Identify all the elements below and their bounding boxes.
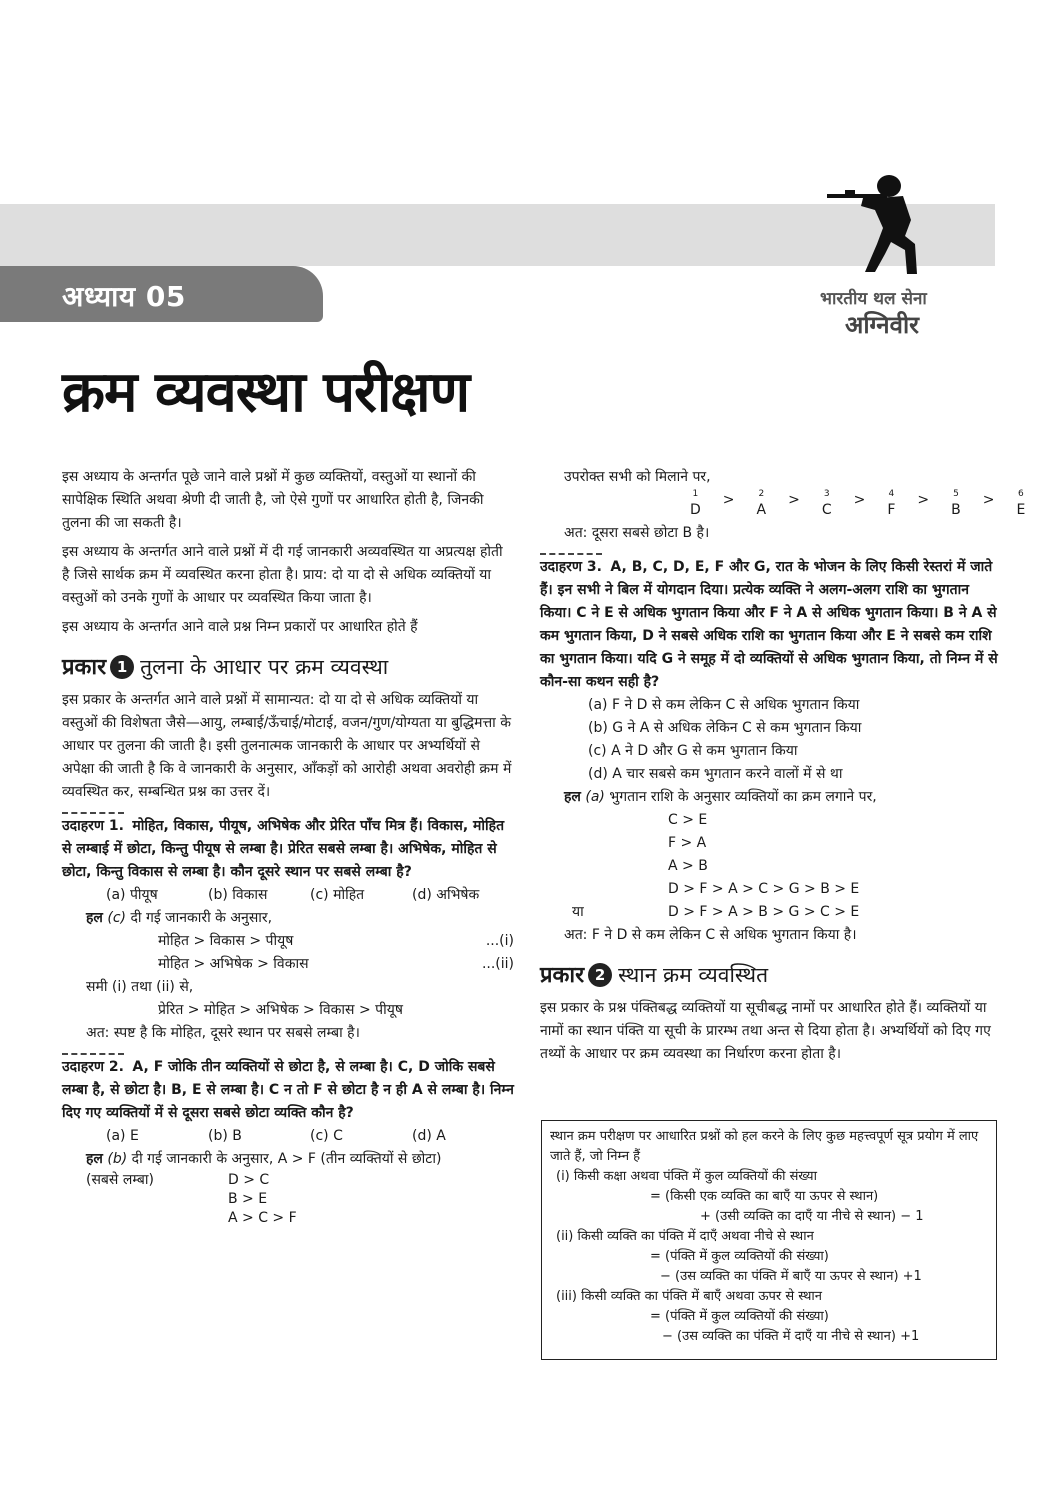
- tallest-note: (सबसे लम्बा): [86, 1172, 154, 1188]
- solution-label: हल: [564, 789, 581, 805]
- option-c: (c) A ने D और G से कम भुगतान किया: [588, 743, 798, 759]
- relation-line: A > C > F: [228, 1210, 297, 1226]
- type-title: स्थान क्रम व्यवस्थित: [618, 962, 769, 987]
- example-options: [540, 694, 1000, 786]
- rank-item: 6 E: [1016, 489, 1026, 518]
- type-word: प्रकार: [62, 654, 107, 680]
- relation-line: B > E: [228, 1191, 268, 1207]
- solution-label: हल: [86, 1151, 103, 1167]
- order-line: F > A: [668, 835, 707, 851]
- type-word: प्रकार: [540, 962, 585, 988]
- example-question: मोहित, विकास, पीयूष, अभिषेक और प्रेरित पाँच मित्र हैं। विकास, मोहित से लम्बाई में छोटा, किन्तु पीयूष से लम्बा है। प्रेरित सबसे लम्बा है। अभिषेक, मोहित से छोटा, किन्तु विकास से लम्बा है। कौन दूसरे स्थान पर सबसे लम्बा है?: [62, 818, 505, 880]
- formula-iii-line3: − (उस व्यक्ति का पंक्ति में दाएँ या नीचे से स्थान) +1: [662, 1329, 920, 1344]
- order-line: A > B: [668, 858, 708, 874]
- formula-ii-line1: (ii) किसी व्यक्ति का पंक्ति में दाएँ अथवा नीचे से स्थान: [556, 1229, 814, 1244]
- type1-heading: [62, 655, 514, 679]
- type2-description: इस प्रकार के प्रश्न पंक्तिबद्ध व्यक्तियों या सूचीबद्ध नामों पर आधारित होते हैं। व्यक्तियों या नामों का स्थान पंक्ति या सूची के प्रारम्भ तथा अन्त से दिया होता है। अभ्यर्थियों को दिए गए तथ्यों के आधार पर क्रम व्यवस्था का निर्धारण करना होता है।: [540, 1000, 991, 1062]
- chain-2: मोहित > अभिषेक > विकास: [158, 956, 309, 972]
- conclusion-text: अत: दूसरा सबसे छोटा B है।: [564, 525, 710, 541]
- rank-item: 3 C: [821, 489, 832, 518]
- conclusion-text: अत: F ने D से कम लेकिन C से अधिक भुगतान किया है।: [564, 927, 857, 943]
- box-intro: स्थान क्रम परीक्षण पर आधारित प्रश्नों को हल करने के लिए कुछ महत्त्वपूर्ण सूत्र प्रयोग में लाए जाते हैं, जो निम्न हैं: [550, 1129, 979, 1164]
- page-title: क्रम व्यवस्था परीक्षण: [62, 360, 470, 425]
- formula-ii-line3: − (उस व्यक्ति का पंक्ति में बाएँ या ऊपर से स्थान) +1: [660, 1269, 922, 1284]
- solution-intro: भुगतान राशि के अनुसार व्यक्तियों का क्रम लगाने पर,: [609, 789, 877, 805]
- example-3: [540, 553, 1000, 947]
- intro-paragraph-3: इस अध्याय के अन्तर्गत आने वाले प्रश्न निम्न प्रकारों पर आधारित होते हैं: [62, 619, 418, 635]
- example-question: A, B, C, D, E, F और G, रात के भोजन के लिए किसी रेस्तरां में जाते हैं। इन सभी ने बिल में योगदान दिया। प्रत्येक व्यक्ति ने अलग-अलग राशि का भुगतान किया। C ने E से अधिक भुगतान किया और F ने A से अधिक भुगतान किया। B ने A से कम भुगतान किया, D ने सबसे अधिक राशि का भुगतान किया और E ने सबसे कम राशि का भुगतान किया। यदि G ने समूह में दो व्यक्तियों से अधिक भुगतान किया, तो निम्न में से कौन-सा कथन सही है?: [540, 559, 998, 690]
- formula-i-line3: + (उसी व्यक्ति का दाएँ या नीचे से स्थान) − 1: [700, 1209, 924, 1224]
- option-b: (b) B: [208, 1128, 242, 1144]
- formula-box: [541, 1120, 997, 1360]
- example-label: उदाहरण 3.: [540, 553, 602, 579]
- formula-i-line2: = (किसी एक व्यक्ति का बाएँ या ऊपर से स्थान): [650, 1189, 879, 1204]
- soldier-icon: [825, 170, 935, 278]
- left-column: [62, 466, 514, 1228]
- type-number-badge: 2: [588, 963, 612, 987]
- example-options: [62, 1125, 514, 1148]
- rank-sep: >: [917, 492, 930, 508]
- formula-i-line1: (i) किसी कक्षा अथवा पंक्ति में कुल व्यक्तियों की संख्या: [556, 1169, 817, 1184]
- order-line: D > F > A > C > G > B > E: [668, 881, 860, 897]
- intro-paragraph-2: इस अध्याय के अन्तर्गत आने वाले प्रश्नों में दी गई जानकारी अव्यवस्थित या अप्रत्यक्ष होती है जिसे सार्थक क्रम में व्यवस्थित करना होता है। प्राय: दो या दो से अधिक व्यक्तियों या वस्तुओं को उनके गुणों के आधार पर व्यवस्थित किया जाता है।: [62, 544, 503, 606]
- example-options: [62, 884, 514, 907]
- option-c: (c) मोहित: [310, 887, 365, 903]
- intro-paragraph-1: इस अध्याय के अन्तर्गत पूछे जाने वाले प्रश्नों में कुछ व्यक्तियों, वस्तुओं या स्थानों की सापेक्षिक स्थिति अथवा श्रेणी दी जाती है, जो ऐसे गुणों पर आधारित होती है, जिनकी तुलना की जा सकती है।: [62, 469, 484, 531]
- solution-answer: (c): [107, 910, 127, 926]
- chain-3: प्रेरित > मोहित > अभिषेक > विकास > पीयूष: [158, 1002, 403, 1018]
- or-word: या: [572, 904, 584, 920]
- formula-ii-line2: = (पंक्ति में कुल व्यक्तियों की संख्या): [650, 1249, 829, 1264]
- example-label: उदाहरण 1.: [62, 812, 124, 838]
- option-d: (d) A चार सबसे कम भुगतान करने वालों में से था: [588, 766, 843, 782]
- type-title: तुलना के आधार पर क्रम व्यवस्था: [140, 654, 389, 679]
- type1-description: इस प्रकार के अन्तर्गत आने वाले प्रश्नों में सामान्यत: दो या दो से अधिक व्यक्तियों या वस्तुओं की विशेषता जैसे—आयु, लम्बाई/ऊँचाई/मोटाई, वजन/गुण/योग्यता या बुद्धिमत्ता के आधार पर तुलना की जाती है। इसी तुलनात्मक जानकारी के आधार पर अभ्यर्थियों से अपेक्षा की जाती है कि वे जानकारी के अनुसार, आँकड़ों को आरोही अथवा अवरोही क्रम में व्यवस्थित कर, सम्बन्धित प्रश्न का उत्तर दें।: [62, 692, 512, 800]
- option-b: (b) G ने A से अधिक लेकिन C से कम भुगतान किया: [588, 720, 862, 736]
- tag-1: ...(i): [485, 933, 514, 949]
- rank-item: 4 F: [887, 489, 896, 518]
- rank-chain: [540, 489, 1026, 522]
- order-line-alt: D > F > A > B > G > C > E: [668, 904, 860, 920]
- option-a: (a) E: [106, 1128, 139, 1144]
- formula-iii-line2: = (पंक्ति में कुल व्यक्तियों की संख्या): [650, 1309, 829, 1324]
- option-a: (a) F ने D से कम लेकिन C से अधिक भुगतान किया: [588, 697, 860, 713]
- relation-line: D > C: [228, 1172, 270, 1188]
- formula-iii-line1: (iii) किसी व्यक्ति का पंक्ति में बाएँ अथवा ऊपर से स्थान: [556, 1289, 822, 1304]
- rank-item: 1 D: [690, 489, 701, 518]
- conclusion-text: अत: स्पष्ट है कि मोहित, दूसरे स्थान पर सबसे लम्बा है।: [86, 1025, 360, 1041]
- option-a: (a) पीयूष: [106, 887, 158, 903]
- rank-item: 2 A: [756, 489, 767, 518]
- solution-answer: (a): [585, 789, 605, 805]
- type2-heading: [540, 963, 1000, 987]
- logo-line-2: अग्निवीर: [845, 311, 919, 339]
- option-c: (c) C: [310, 1128, 343, 1144]
- combine-text: समी (i) तथा (ii) से,: [86, 979, 194, 995]
- solution-answer: (b): [107, 1151, 128, 1167]
- rank-sep: >: [722, 492, 735, 508]
- right-column: [540, 466, 1026, 1072]
- chain-1: मोहित > विकास > पीयूष: [158, 933, 294, 949]
- solution-label: हल: [86, 910, 103, 926]
- rank-item: 5 B: [951, 489, 961, 518]
- solution-intro: दी गई जानकारी के अनुसार, A > F (तीन व्यक्तियों से छोटा): [131, 1151, 442, 1167]
- solution-intro: दी गई जानकारी के अनुसार,: [130, 910, 273, 926]
- chapter-number: अध्याय 05: [62, 280, 186, 313]
- type-number-badge: 1: [110, 655, 134, 679]
- example-label: उदाहरण 2.: [62, 1053, 124, 1079]
- order-line: C > E: [668, 812, 708, 828]
- rank-sep: >: [982, 492, 995, 508]
- option-b: (b) विकास: [208, 887, 268, 903]
- tag-2: ...(ii): [481, 956, 514, 972]
- rank-sep: >: [788, 492, 800, 508]
- option-d: (d) अभिषेक: [412, 887, 480, 903]
- combine-text: उपरोक्त सभी को मिलाने पर,: [564, 469, 711, 485]
- example-2: [62, 1053, 514, 1228]
- example-question: A, F जोकि तीन व्यक्तियों से छोटा है, से लम्बा है। C, D जोकि सबसे लम्बा है, से छोटा है। B, E से लम्बा है। C न तो F से छोटा है न ही A से लम्बा है। निम्न दिए गए व्यक्तियों में से दूसरा सबसे छोटा व्यक्ति कौन है?: [62, 1059, 514, 1121]
- rank-sep: >: [853, 492, 866, 508]
- option-d: (d) A: [412, 1128, 446, 1144]
- logo-line-1: भारतीय थल सेना: [820, 289, 927, 309]
- example-1: [62, 812, 514, 1045]
